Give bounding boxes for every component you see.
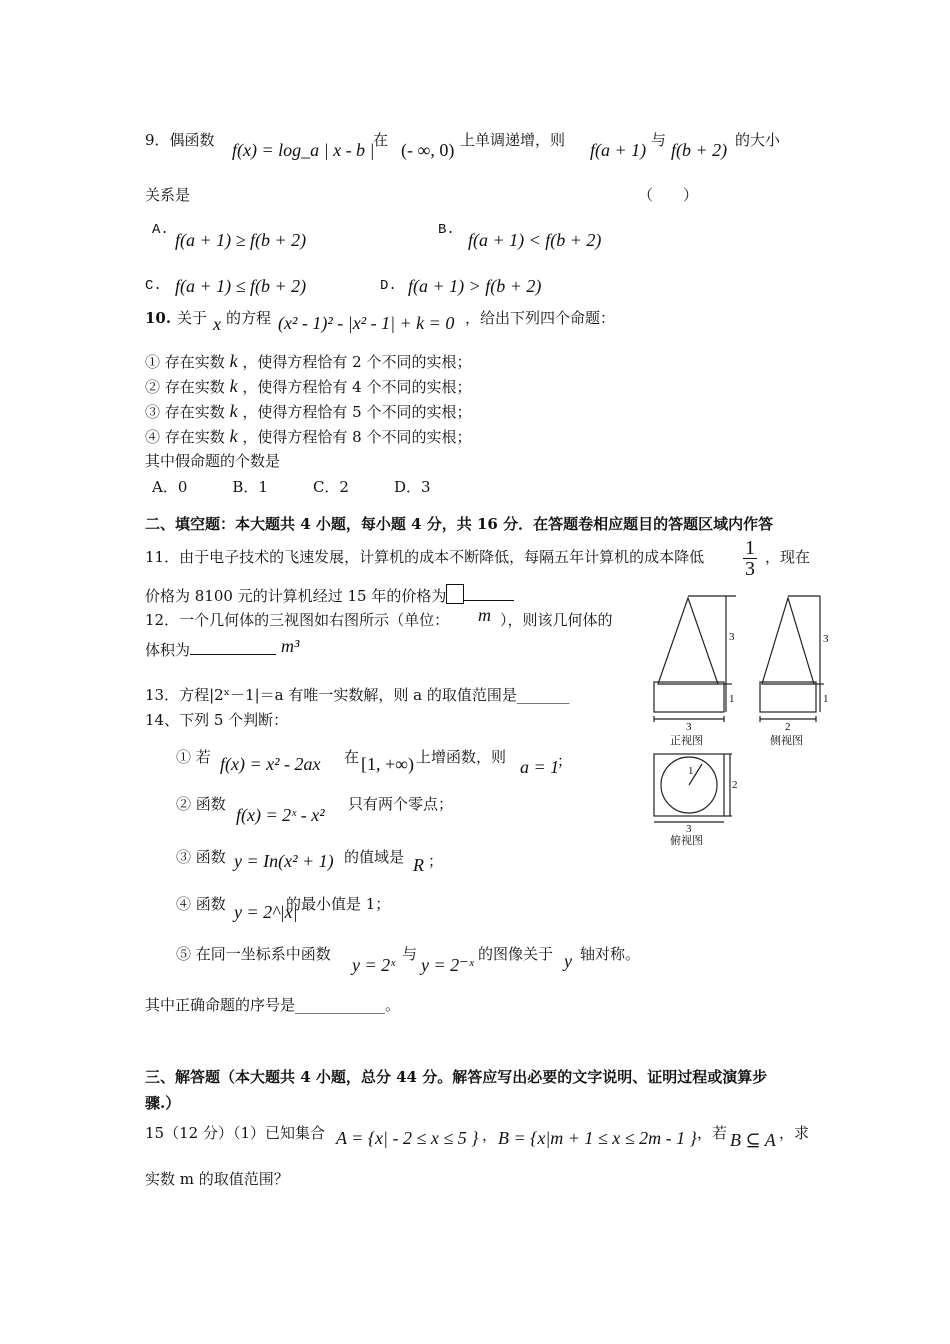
q14-i4-pre: ④ 函数	[176, 895, 226, 913]
front-height-top: 3	[729, 631, 735, 643]
q15-text2: ，若	[697, 1124, 728, 1142]
q9-option-b-label: B.	[438, 222, 455, 238]
q14-i2-expr: f(x) = 2ˣ - x²	[236, 805, 325, 825]
q15-comma: ，	[482, 1126, 498, 1144]
q9-option-b: f(a + 1) < f(b + 2)	[468, 230, 602, 250]
q10-text3: ，给出下列四个命题：	[465, 309, 616, 327]
q10-text1: 关于	[177, 309, 208, 327]
q11-answer-box	[446, 584, 464, 604]
q14-i4-expr: y = 2^|x|	[234, 902, 298, 922]
q14-i5-e1: y = 2ˣ	[352, 955, 396, 975]
side-height-top: 3	[823, 633, 829, 645]
q15-set-B: B = {x|m + 1 ≤ x ≤ 2m - 1 }	[498, 1128, 697, 1148]
q14-text: 14、下列 5 个判断：	[145, 711, 289, 729]
q14-i1-end: ；	[557, 752, 573, 770]
q11-answer-blank	[464, 600, 514, 601]
top-width: 3	[686, 823, 692, 835]
q12-unit-cubed: m³	[281, 636, 300, 656]
q15-set-A: A = {x| - 2 ≤ x ≤ 5 }	[336, 1128, 479, 1148]
q14-i4-post: 的最小值是 1；	[286, 895, 391, 913]
top-depth: 2	[732, 779, 738, 791]
q9-text2: 上单调递增，则	[460, 131, 566, 149]
q14-i3-post: 的值域是	[344, 848, 405, 866]
q11-text1: 11．由于电子技术的飞速发展，计算机的成本不断降低，每隔五年计算机的成本降低	[145, 548, 705, 566]
q12-text2: ），则该几何体的	[500, 611, 613, 629]
q9-option-c: f(a + 1) ≤ f(b + 2)	[175, 276, 307, 296]
q15-text4: 实数 m 的取值范围？	[145, 1170, 289, 1188]
q10-item-1: ① 存在实数 k ，使得方程恰有 2 个不同的实根；	[145, 351, 472, 371]
q10-text4: 其中假命题的个数是	[145, 452, 281, 470]
front-width: 3	[686, 721, 692, 733]
front-height-bottom: 1	[729, 693, 735, 705]
q14-i5-pre: ⑤ 在同一坐标系中函数	[176, 945, 331, 963]
q14-i5-e2: y = 2⁻ˣ	[421, 955, 474, 975]
q12-answer-blank	[190, 654, 276, 655]
q14-i5-yu: 与	[402, 945, 418, 963]
q9-text3: 的大小	[735, 131, 781, 149]
front-view-label: 正视图	[670, 734, 703, 747]
q9-option-a-label: A.	[152, 222, 169, 238]
q9-option-d-label: D.	[380, 278, 397, 294]
q9-number: 9．偶函数	[145, 131, 215, 149]
section3-title-line2: 骤.）	[145, 1094, 181, 1112]
front-view-triangle	[658, 598, 718, 684]
side-view-label: 侧视图	[770, 734, 803, 747]
q14-i1-zai: 在	[344, 748, 360, 766]
q14-i1-interval: [1, +∞)	[361, 754, 414, 774]
q14-i1-pre: ① 若	[176, 748, 211, 766]
q10-number: 10.	[145, 309, 172, 327]
radius-label: 1	[688, 765, 694, 777]
q14-i2-post: 只有两个零点；	[348, 795, 454, 813]
top-view-label: 俯视图	[670, 834, 703, 847]
q11-fraction: $\frac{1}{3}$	[745, 537, 755, 580]
q10-item-2: ② 存在实数 k ，使得方程恰有 4 个不同的实根；	[145, 376, 472, 396]
q14-i1-expr: f(x) = x² - 2ax	[220, 754, 321, 774]
q10-options: A．0 B．1 C．2 D．3	[152, 478, 431, 496]
side-height-bottom: 1	[823, 693, 829, 705]
q13-text: 13．方程|2ˣ－1|＝a 有唯一实数解，则 a 的取值范围是_______	[145, 686, 570, 704]
q10-item-3: ③ 存在实数 k ，使得方程恰有 5 个不同的实根；	[145, 401, 472, 421]
q11-text3: 价格为 8100 元的计算机经过 15 年的价格为	[145, 584, 514, 605]
q15-text3: ，求	[779, 1124, 810, 1142]
q12-text1: 12．一个几何体的三视图如右图所示（单位：	[145, 611, 450, 629]
q12-text3: 体积为	[145, 641, 276, 659]
q14-i2-pre: ② 函数	[176, 795, 226, 813]
q12-unit: m	[478, 605, 491, 625]
q15-subset: B ⊆ A	[730, 1130, 776, 1150]
q14-i3-pre: ③ 函数	[176, 848, 226, 866]
q14-i3-expr: y = In(x² + 1)	[234, 851, 334, 871]
q9-option-d: f(a + 1) > f(b + 2)	[408, 276, 542, 296]
q14-answer: 其中正确命题的序号是____________。	[145, 996, 401, 1014]
q14-i5-end: 轴对称。	[580, 945, 641, 963]
q9-zai: 在	[373, 131, 389, 149]
q9-fb: f(b + 2)	[671, 140, 728, 160]
section3-title-line1: 三、解答题（本大题共 4 小题，总分 44 分。解答应写出必要的文字说明、证明过程或演算步	[145, 1068, 768, 1086]
side-view-triangle	[762, 598, 814, 684]
q14-i5-y: y	[564, 951, 572, 971]
q10-equation: (x² - 1)² - |x² - 1| + k = 0	[278, 313, 455, 333]
q10-item-4: ④ 存在实数 k ，使得方程恰有 8 个不同的实根；	[145, 426, 472, 446]
q14-i1-a: a = 1	[520, 757, 560, 777]
section2-title: 二、填空题：本大题共 4 小题，每小题 4 分，共 16 分．在答题卷相应题目的答题区域内作答	[145, 515, 774, 533]
q11-text2: ，现在	[765, 548, 811, 566]
side-view-base	[760, 682, 816, 712]
q14-i3-end: ；	[428, 852, 444, 870]
q9-function: f(x) = log_a | x - b |	[232, 140, 375, 160]
q9-text4: 关系是	[145, 186, 191, 204]
q9-option-a: f(a + 1) ≥ f(b + 2)	[175, 230, 307, 250]
q10-x: x	[213, 314, 221, 334]
q14-i3-R: R	[413, 855, 424, 875]
q9-answer-paren: （ ）	[638, 186, 699, 204]
side-width: 2	[785, 721, 791, 733]
q9-fa: f(a + 1)	[590, 140, 647, 160]
three-view-figure	[640, 588, 840, 858]
q15-text1: 15（12 分）（1）已知集合	[145, 1124, 325, 1142]
q10-text2: 的方程	[226, 309, 272, 327]
q9-yu: 与	[651, 131, 667, 149]
front-view-base	[654, 682, 724, 712]
q14-i1-post: 上增函数，则	[416, 748, 507, 766]
q9-interval: (- ∞, 0)	[401, 140, 455, 160]
q9-option-c-label: C.	[145, 278, 162, 294]
q14-i5-post: 的图像关于	[478, 945, 554, 963]
